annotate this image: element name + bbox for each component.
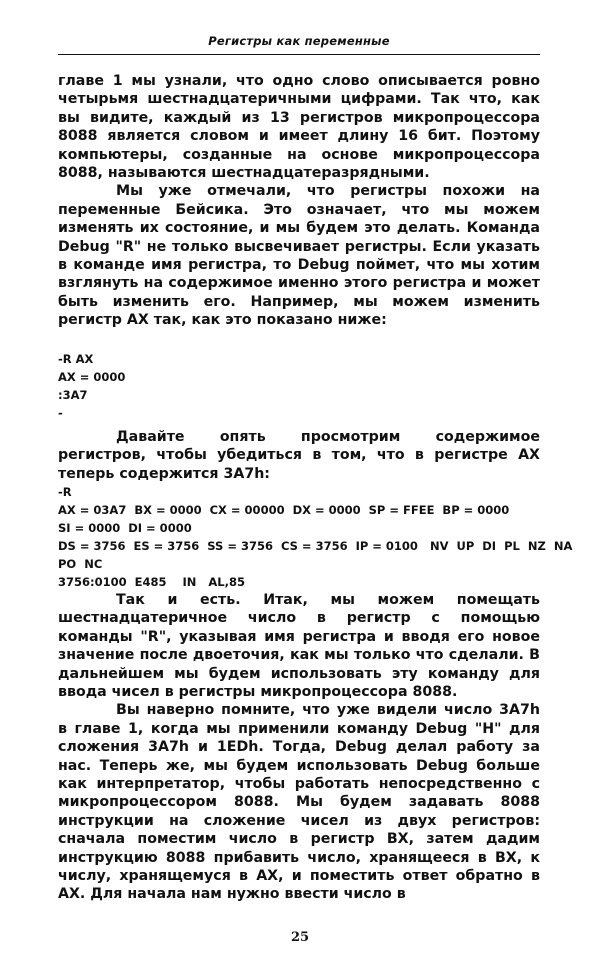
paragraph-3: Давайте опять просмотрим содержимое регистров, чтобы убедиться в том, что в регистре AX теперь содержится 3A7h: (58, 428, 540, 482)
code-line: - (58, 405, 63, 420)
paragraph-2: Мы уже отмечали, что регистры похожи на переменные Бейсика. Это означает, что мы можем изменять их состояние, и мы будем это делать. Команда Debug "R" не только высвечивает регистры. Если указать в команде имя регистра, то Debug поймет, что мы хотим взглянуть на содержимое именно этого регистра и может быть изменить его. Например, мы можем изменить регистр AX так, как это показано ниже: (58, 183, 540, 329)
page-body (58, 72, 573, 904)
code-line: AX = 03A7 BX = 0000 CX = 00000 DX = 0000 SP = FFEE BP = 0000 (58, 502, 510, 517)
code-line: DS = 3756 ES = 3756 SS = 3756 CS = 3756 IP = 0100 NV UP DI PL NZ NA (58, 538, 573, 553)
code-line: :3A7 (58, 387, 88, 402)
code-line: PO NC (58, 556, 103, 571)
code-line: SI = 0000 DI = 0000 (58, 520, 192, 535)
code-line: -R AX (58, 351, 94, 366)
paragraph-5: Вы наверно помните, что уже видели число 3A7h в главе 1, когда мы применили команду Debug "H" для сложения 3A7h и 1EDh. Тогда, Debug делал работу за нас. Теперь же, мы будем использовать Debug больше как интерпретатор, чтобы работать непосредственно с микропроцессором 8088. Мы будем задавать 8088 инструкции на сложение чисел из двух регистров: сначала поместим число в регистр BX, затем дадим инструкцию 8088 прибавить число, хранящееся в BX, к числу, хранящемуся в AX, и поместить ответ обратно в AX. Для начала нам нужно ввести число в (58, 702, 540, 903)
running-header: Регистры как переменные (208, 34, 390, 48)
page-number: 25 (290, 930, 310, 945)
code-line: 3756:0100 E485 IN AL,85 (58, 574, 246, 589)
header-rule (58, 54, 540, 55)
paragraph-4: Так и есть. Итак, мы можем помещать шестнадцатеричное число в регистр с помощью команды "R", указывая имя регистра и вводя его новое значение после двоеточия, как мы только что сделали. В дальнейшем мы будем использовать эту команду для ввода чисел в регистры микропроцессора 8088. (58, 591, 540, 700)
code-line: AX = 0000 (58, 369, 126, 384)
code-line: -R (58, 484, 72, 499)
paragraph-1: главе 1 мы узнали, что одно слово описывается ровно четырьмя шестнадцатеричными цифрами. Так что, как вы видите, каждый из 13 регистров микропроцессора 8088 является словом и имеет длину 16 бит. Поэтому компьютеры, созданные на основе микропроцессора 8088, называются шестнадцатеразрядными. (58, 73, 540, 182)
code-block-1 (58, 350, 540, 422)
code-block-2 (58, 483, 573, 591)
